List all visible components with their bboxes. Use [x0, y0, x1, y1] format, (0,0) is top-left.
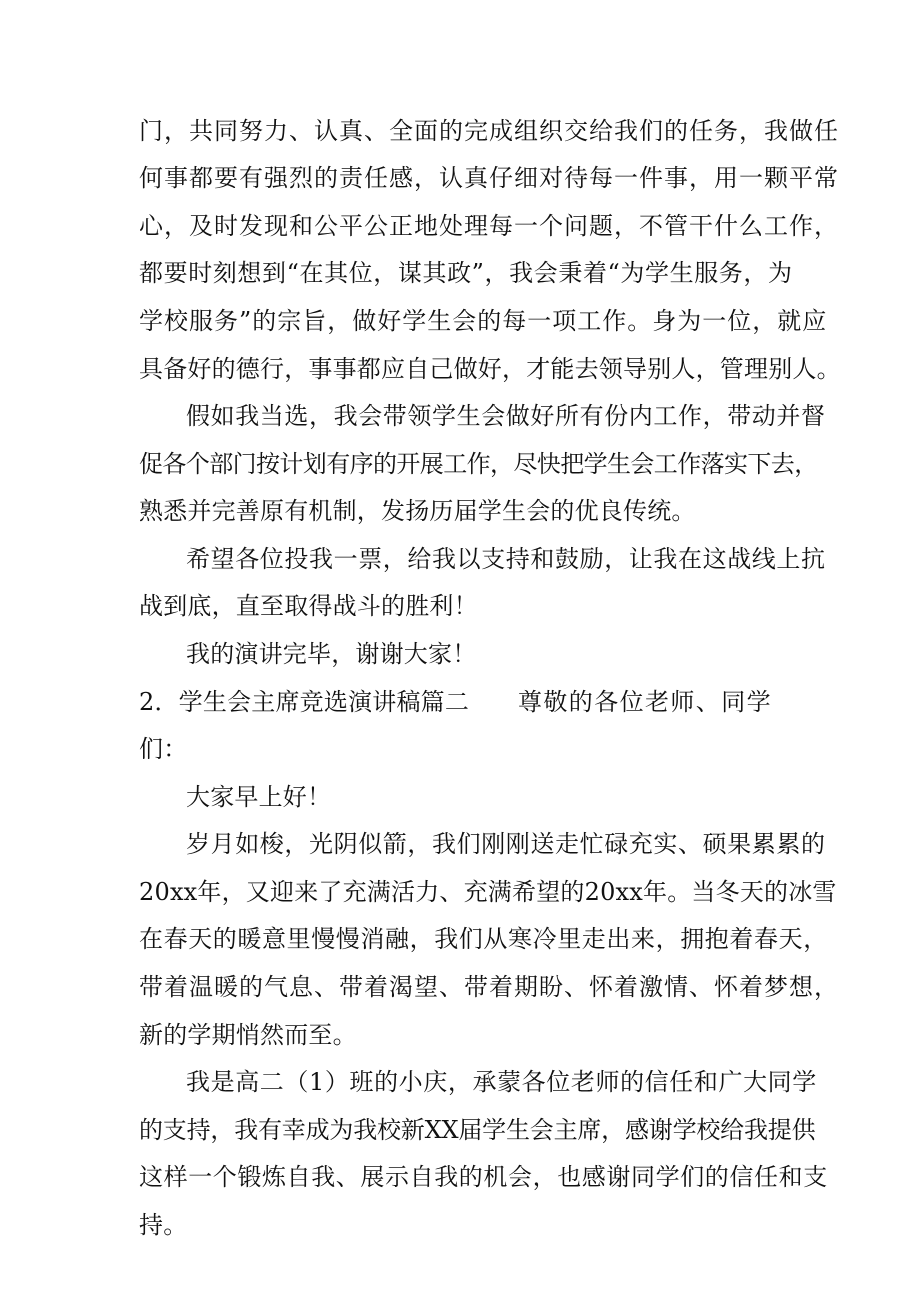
- text-line: 20xx年，又迎来了充满活力、充满希望的20xx年。当冬天的冰雪: [139, 878, 837, 906]
- greeting: 大家早上好！: [186, 783, 332, 811]
- text-line: 带着温暖的气息、带着渴望、带着期盼、怀着激情、怀着梦想，: [139, 973, 839, 1001]
- paragraph-start: 岁月如梭，光阴似箭，我们刚刚送走忙碌充实、硕果累累的: [186, 830, 826, 858]
- text-line: 新的学期悄然而至。: [139, 1021, 357, 1049]
- text-line: 门，共同努力、认真、全面的完成组织交给我们的任务，我做任: [139, 117, 839, 145]
- salutation-end: 们：: [139, 735, 188, 763]
- text-line: 熟悉并完善原有机制，发扬历届学生会的优良传统。: [139, 497, 696, 525]
- section-heading: 2．学生会主席竞选演讲稿篇二: [139, 688, 470, 716]
- text-line: 的支持，我有幸成为我校新XX届学生会主席，感谢学校给我提供: [139, 1116, 816, 1144]
- salutation: 尊敬的各位老师、同学: [518, 688, 772, 716]
- paragraph-start: 假如我当选，我会带领学生会做好所有份内工作，带动并督: [186, 402, 826, 430]
- text-line: 这样一个锻炼自我、展示自我的机会，也感谢同学们的信任和支: [139, 1163, 828, 1191]
- text-line: 心，及时发现和公平公正地处理每一个问题，不管干什么工作，: [139, 212, 839, 240]
- text-line: 促各个部门按计划有序的开展工作，尽快把学生会工作落实下去，: [139, 450, 818, 478]
- paragraph-start: 希望各位投我一票，给我以支持和鼓励，让我在这战线上抗: [186, 545, 826, 573]
- text-line: 都要时刻想到“在其位，谋其政”，我会秉着“为学生服务，为: [139, 259, 793, 287]
- text-line: 学校服务”的宗旨，做好学生会的每一项工作。身为一位，就应: [139, 307, 828, 335]
- text-line: 持。: [139, 1211, 188, 1239]
- text-line: 具备好的德行，事事都应自己做好，才能去领导别人，管理别人。: [139, 355, 841, 383]
- paragraph-start: 我的演讲完毕，谢谢大家！: [186, 640, 477, 668]
- text-line: 何事都要有强烈的责任感，认真仔细对待每一件事，用一颗平常: [139, 164, 839, 192]
- text-line: 战到底，直至取得战斗的胜利！: [139, 592, 478, 620]
- paragraph-start: 我是高二（1）班的小庆，承蒙各位老师的信任和广大同学: [186, 1068, 817, 1096]
- text-line: 在春天的暖意里慢慢消融，我们从寒冷里走出来，拥抱着春天，: [139, 925, 828, 953]
